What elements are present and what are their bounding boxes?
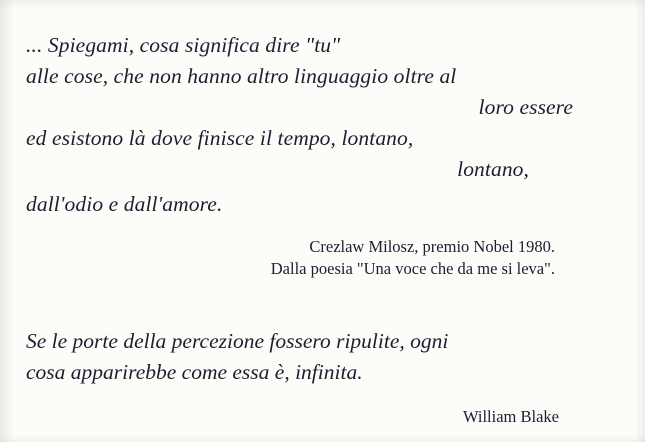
poem-line-1: ... Spiegami, cosa significa dire "tu" bbox=[26, 33, 341, 57]
poem-line-6: dall'odio e dall'amore. bbox=[26, 192, 223, 216]
quote-author: William Blake bbox=[462, 407, 559, 426]
quote-block bbox=[26, 326, 617, 388]
poem-line-4: ed esistono là dove finisce il tempo, lontano, bbox=[26, 126, 414, 150]
quote-line-2: cosa apparirebbe come essa è, infinita. bbox=[26, 360, 363, 384]
attribution-line-1: Crezlaw Milosz, premio Nobel 1980. bbox=[309, 237, 555, 256]
attribution-line-2: Dalla poesia "Una voce che da me si leva". bbox=[270, 259, 555, 278]
poem-line-3: loro essere bbox=[478, 95, 573, 119]
poem-line-2: alle cose, che non hanno altro linguaggio oltre al bbox=[26, 64, 457, 88]
poem-line-5: lontano, bbox=[457, 157, 529, 181]
poem-attribution bbox=[26, 236, 617, 280]
poem-block bbox=[26, 30, 617, 220]
quote-line-1: Se le porte della percezione fossero ripulite, ogni bbox=[26, 329, 449, 353]
